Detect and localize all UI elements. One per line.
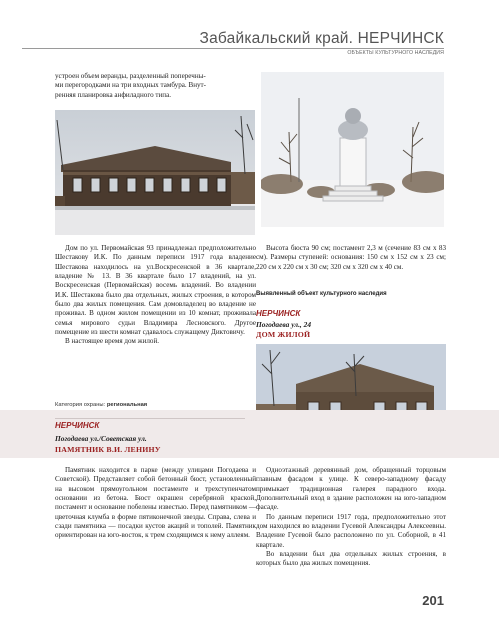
running-header-subtitle: ОБЪЕКТЫ КУЛЬТУРНОГО НАСЛЕДИЯ [347,50,444,56]
text-line: ми перегородками на три входных тамбура. Внут- [55,81,206,90]
category-label: Категория охраны: [55,402,106,408]
left-bottom-text [55,466,256,541]
band-rule [55,418,245,419]
paragraph: Дом по ул. Первомайская 93 принадлежал предположительно Шестакову И.К. По данным переписи 1917 года владение Шестакова находилось на ул.Воскресенской в 36 квартале, владение № 13. В 36 квартале было 17 владений, на ул. Воскресенская (Первомайская) восемь владений. Во владении И.К. Шестакова было два отдельных, жилых строения, в котором было два жилых помещения. Сам домовладелец во владение не проживал. В одном жилом помещении из 10 комнат, проживала семья мирового судьи Владимира Лесновского. Другое помещение из шести комнат сдавалось служащему Диктовичу. [55,244,256,337]
text-line: устроен объем веранды, разделенный поперечны- [55,72,206,80]
photo-lenin-monument [261,72,444,227]
text-line: ренняя планировка анфиладного типа. [55,90,172,99]
photo-wooden-house-pervomayskaya [55,110,255,235]
left-top-text [55,72,255,100]
section-heading: Выявленный объект культурного наследия [256,291,387,297]
right-bottom-text [256,466,446,569]
house-photo-illustration [55,110,255,235]
paragraph: Памятник находится в парке (между улицами Погодаева и Советской). Представляет собой бетонный бюст, установленный на высоком прямоугольном постаменте и трехступенчатом основании из бетона. Бюст окрашен серебряной краской, постамент и основание побелены известью. Перед памятником — цветочная клумба в форме пятиконечной звезды. Справа, слева и сзади памятника — посадки кустов акаций и тополей. Памятник ориентирован на юго-восток, к трем сходящимся к нему аллеям. [55,466,256,540]
object-title: ДОМ ЖИЛОЙ [256,330,311,339]
page-number: 201 [422,593,444,608]
object-street: Погодаева ул., 24 [256,320,312,329]
monument-title: ПАМЯТНИК В.И. ЛЕНИНУ [55,445,161,454]
protection-category [55,402,147,408]
left-main-text [55,244,256,347]
object-town: НЕРЧИНСК [256,309,301,318]
monument-street: Погодаева ул./Советская ул. [55,434,147,443]
paragraph: Высота бюста 90 см; постамент 2,3 м (сечение 83 см х 83 см). Размеры ступеней: основания: 150 см х 152 см х 23 см; 220 см х 220 см х 30 см; 320 см х 320 см х 40 см. [256,244,446,271]
category-value: региональная [106,402,148,408]
monument-photo-illustration [261,72,444,227]
paragraph: В настоящее время дом жилой. [65,337,160,346]
header-rule [22,48,444,49]
paragraph: Одноэтажный деревянный дом, обращенный торцовым главным фасадом к улице. К северо-западному фасаду примыкает традиционная галерея парадного входа. Дополнительный вход в здание расположен на юго-западном фасаде. [256,466,446,512]
right-top-text [256,244,446,272]
monument-town: НЕРЧИНСК [55,421,100,430]
paragraph: Во владении был два отдельных жилых строения, в которых было два жилых помещения. [256,550,446,568]
running-header-title: Забайкальский край. НЕРЧИНСК [199,30,444,47]
paragraph: По данным переписи 1917 года, предположительно этот дом находился во владении Гусевой Александры Алексеевны. Владение Гусевой было расположено по ул. Соборной, в 41 квартале. [256,512,446,549]
